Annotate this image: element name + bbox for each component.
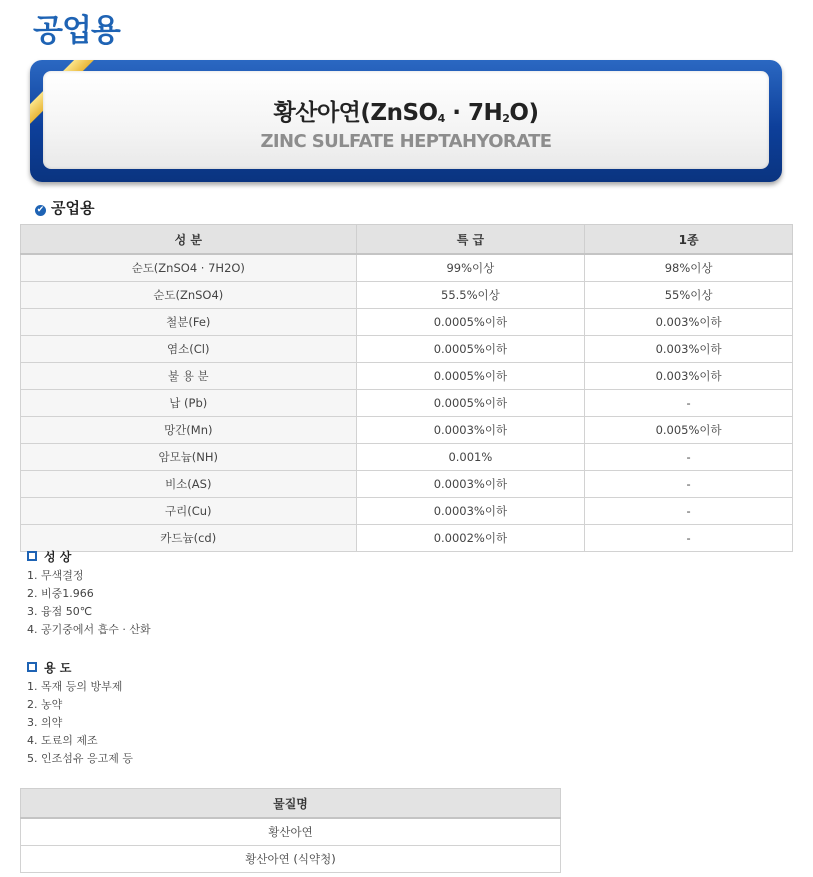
table-row [21,390,793,417]
table-row [21,846,561,873]
spec-table [20,224,793,552]
column-header: 성 분 [21,225,357,255]
section-title: ✔ 공업용 [36,199,95,217]
list-item: 2. 농약 [27,698,63,711]
list-item: 3. 융점 50℃ [27,605,93,618]
list-item: 1. 무색결정 [27,569,84,582]
banner-subtitle: ZINC SULFATE HEPTAHYORATE [260,131,552,152]
table-cell: 0.003%이하 [585,363,793,390]
list-item: 5. 인조섬유 응고제 등 [27,752,133,765]
list-item: 1. 목재 등의 방부제 [27,680,123,693]
uses-title: 용 도 [27,659,71,676]
table-row [21,444,793,471]
table-cell: 0.003%이하 [585,309,793,336]
table-cell: 0.0002%이하 [356,525,585,552]
table-cell: 암모늄(NH) [21,444,357,471]
table-cell: 0.0003%이하 [356,498,585,525]
square-bullet-icon [27,551,37,561]
list-item: 4. 도료의 제조 [27,734,98,747]
table-cell: 99%이상 [356,254,585,282]
table-cell: 황산아연 [21,818,561,846]
table-row [21,336,793,363]
banner-title: 황산아연(ZnSO$_4$ · $7H_2O$) [273,100,539,126]
table-row [21,525,793,552]
table-row [21,363,793,390]
list-item: 3. 의약 [27,716,63,729]
table-cell: - [585,525,793,552]
table-row [21,309,793,336]
table-row [21,498,793,525]
table-cell: 0.0003%이하 [356,417,585,444]
table-cell: - [585,471,793,498]
table-cell: 0.001% [356,444,585,471]
table-cell: 0.0005%이하 [356,336,585,363]
table-cell: 불 용 분 [21,363,357,390]
table-cell: 카드늄(cd) [21,525,357,552]
table-header-row [21,789,561,819]
column-header: 물질명 [21,789,561,819]
table-row [21,471,793,498]
table-cell: 0.0005%이하 [356,309,585,336]
page-title: 공업용 [33,13,120,49]
table-cell: 순도(ZnSO4) [21,282,357,309]
square-bullet-icon [27,662,37,672]
table-cell: 55.5%이상 [356,282,585,309]
table-cell: 98%이상 [585,254,793,282]
table-cell: 망간(Mn) [21,417,357,444]
table-header-row [21,225,793,255]
table-cell: 0.005%이하 [585,417,793,444]
table-row [21,818,561,846]
table-cell: 55%이상 [585,282,793,309]
table-cell: 비소(AS) [21,471,357,498]
banner-panel [43,71,769,169]
column-header: 특 급 [356,225,585,255]
table-cell: 염소(Cl) [21,336,357,363]
properties-list [27,567,151,639]
table-row [21,417,793,444]
table-cell: 0.0005%이하 [356,390,585,417]
table-cell: 0.0005%이하 [356,363,585,390]
properties-title: 성 상 [27,548,71,565]
check-icon: ✔ [36,205,45,215]
uses-list [27,678,133,768]
table-cell: 0.003%이하 [585,336,793,363]
table-row [21,254,793,282]
table-cell: - [585,444,793,471]
table-cell: 황산아연 (식약청) [21,846,561,873]
table-row [21,282,793,309]
list-item: 4. 공기중에서 흡수 · 산화 [27,623,151,636]
table-cell: 철분(Fe) [21,309,357,336]
product-banner [30,60,782,182]
list-item: 2. 비중1.966 [27,587,94,600]
table-cell: 0.0003%이하 [356,471,585,498]
column-header: 1종 [585,225,793,255]
table-cell: - [585,390,793,417]
table-cell: 순도(ZnSO4 · 7H2O) [21,254,357,282]
substance-name-table [20,788,561,873]
table-cell: 구리(Cu) [21,498,357,525]
table-cell: 납 (Pb) [21,390,357,417]
table-cell: - [585,498,793,525]
